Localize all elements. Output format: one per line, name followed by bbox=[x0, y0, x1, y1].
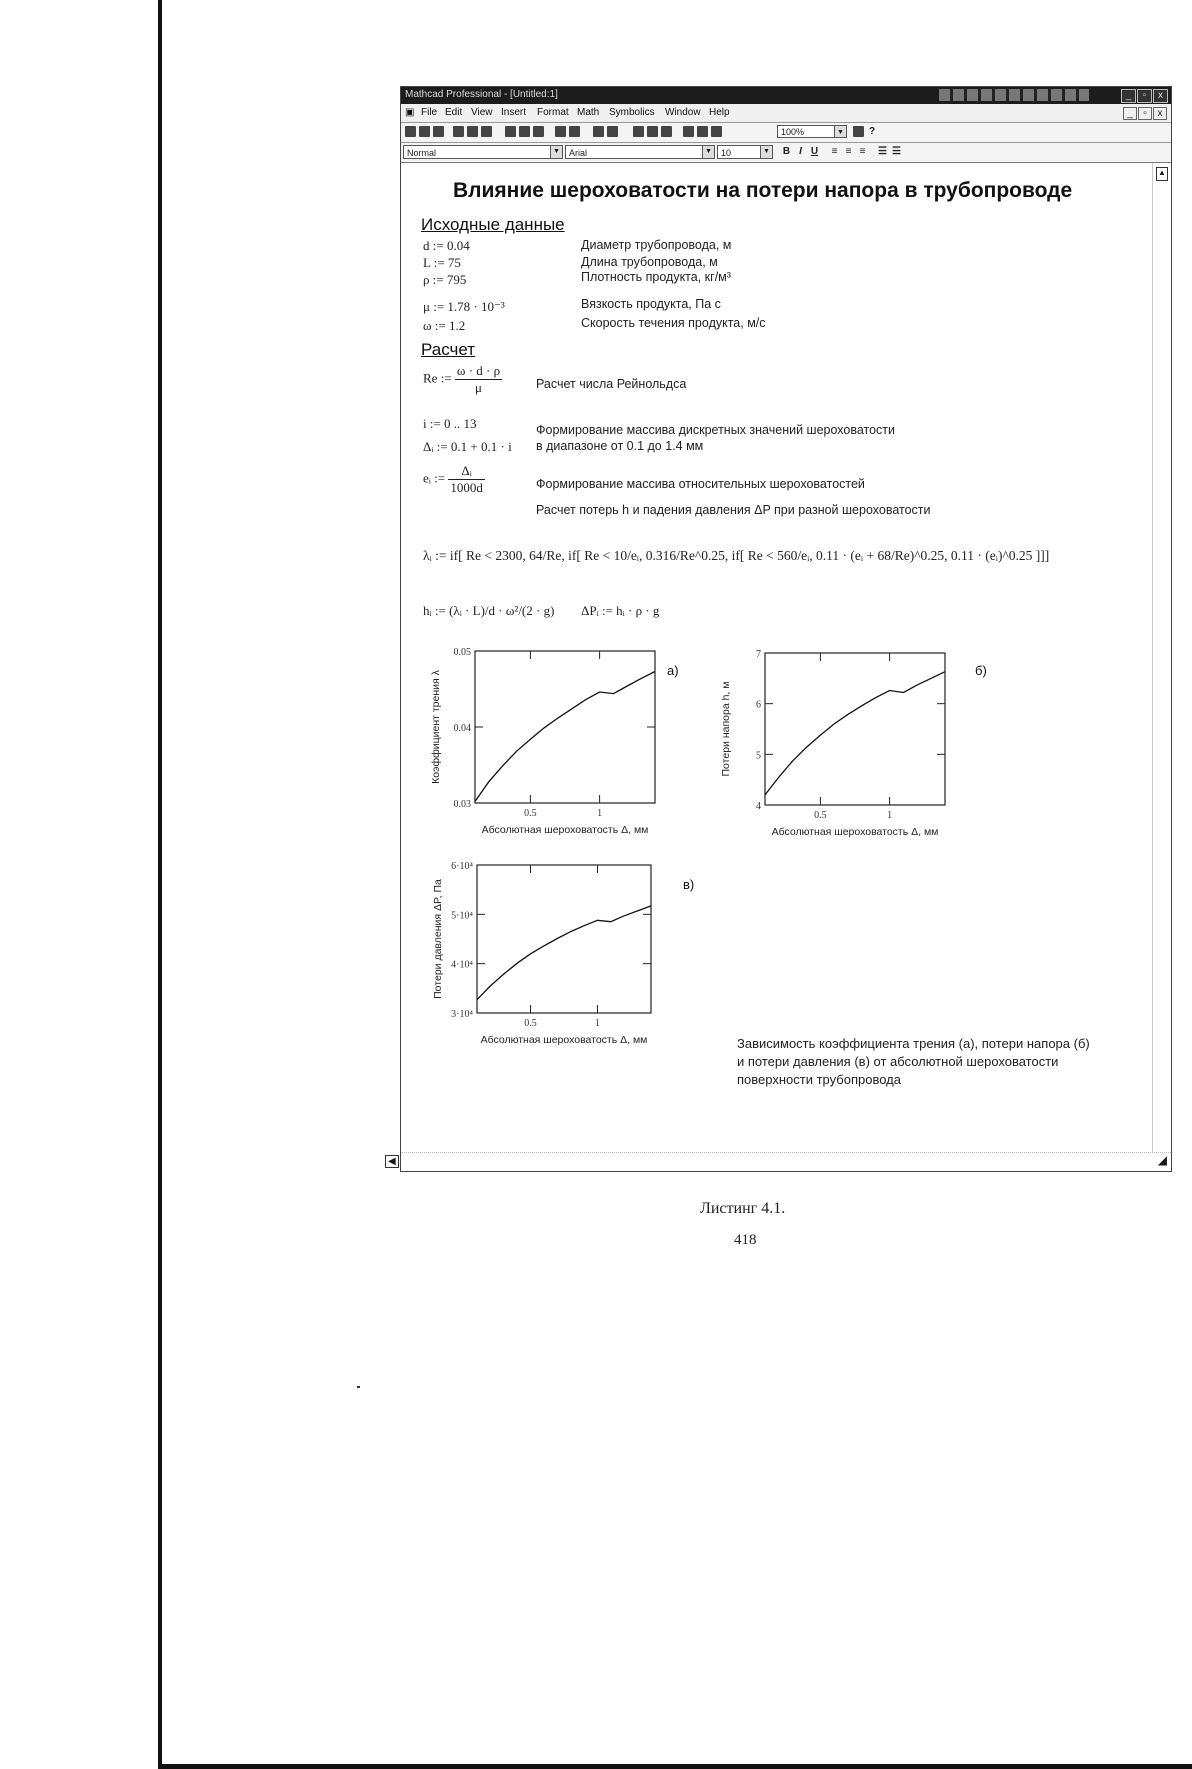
print-icon[interactable] bbox=[453, 126, 464, 137]
restore-button[interactable]: ▫ bbox=[1137, 89, 1152, 103]
menu-window[interactable]: Window bbox=[665, 107, 701, 118]
e-numerator: Δᵢ bbox=[448, 463, 485, 480]
menu-insert[interactable]: Insert bbox=[501, 107, 527, 118]
relative-roughness-desc: Формирование массива относительных шероховатостей bbox=[536, 477, 865, 491]
input-mu[interactable]: μ := 1.78 · 10⁻³ bbox=[423, 299, 505, 314]
chevron-down-icon: ▼ bbox=[760, 146, 772, 158]
x-tick-label: 1 bbox=[887, 810, 893, 821]
y-axis-label: Потери напора h, м bbox=[720, 681, 732, 777]
font-value: Arial bbox=[569, 148, 588, 158]
input-rho-desc: Плотность продукта, кг/м³ bbox=[581, 270, 731, 284]
menu-math[interactable]: Math bbox=[577, 107, 600, 118]
insert-matrix-icon[interactable] bbox=[697, 126, 708, 137]
listing-caption: Листинг 4.1. bbox=[700, 1200, 786, 1217]
plot-b-label: б) bbox=[975, 663, 987, 678]
x-axis-label: Абсолютная шероховатость Δ, мм bbox=[771, 826, 939, 838]
worksheet[interactable] bbox=[401, 163, 1151, 1153]
scan-margin-bottom bbox=[158, 1764, 1192, 1769]
open-icon[interactable] bbox=[419, 126, 430, 137]
section-calculation: Расчет bbox=[421, 340, 476, 359]
scroll-left-icon[interactable]: ◀ bbox=[385, 1155, 399, 1168]
mathcad-window bbox=[388, 86, 1172, 1172]
y-tick-label: 7 bbox=[756, 649, 761, 660]
reynolds-fraction bbox=[455, 363, 502, 396]
save-icon[interactable] bbox=[433, 126, 444, 137]
equals-icon[interactable] bbox=[661, 126, 672, 137]
title-buttons bbox=[1120, 89, 1168, 103]
figure-caption: Зависимость коэффициента трения (а), потери напора (б) и потери давления (в) от абсолютной шероховатости поверхности трубопровода bbox=[737, 1036, 1090, 1087]
y-tick-label: 5 bbox=[756, 750, 761, 762]
reynolds-numerator: ω · d · ρ bbox=[456, 363, 501, 378]
x-tick-label: 0.5 bbox=[524, 1018, 537, 1029]
x-tick-label: 0.5 bbox=[814, 810, 827, 821]
array-desc-line2: в диапазоне от 0.1 до 1.4 мм bbox=[536, 439, 704, 453]
input-omega-desc: Скорость течения продукта, м/с bbox=[581, 316, 766, 330]
loss-desc: Расчет потерь h и падения давления ΔP при разной шероховатости bbox=[536, 503, 931, 517]
size-value: 10 bbox=[721, 148, 732, 158]
x-tick-label: 1 bbox=[597, 808, 603, 819]
redo-icon[interactable] bbox=[569, 126, 580, 137]
window-title: Mathcad Professional - [Untitled:1] bbox=[405, 89, 558, 100]
y-tick-label: 0.05 bbox=[453, 647, 471, 658]
reynolds-formula[interactable] bbox=[423, 363, 502, 396]
doc-minimize-button[interactable]: _ bbox=[1123, 107, 1137, 120]
relative-roughness-formula[interactable] bbox=[423, 463, 485, 496]
plot-a-friction[interactable] bbox=[415, 643, 685, 843]
paste-icon[interactable] bbox=[533, 126, 544, 137]
series-line bbox=[475, 672, 655, 802]
plot-c-pressure-loss[interactable] bbox=[411, 857, 681, 1057]
spell-check-icon[interactable] bbox=[481, 126, 492, 137]
insert-graph-icon[interactable] bbox=[683, 126, 694, 137]
e-lhs: eᵢ := bbox=[423, 470, 446, 486]
plot-frame bbox=[765, 653, 945, 805]
bold-icon[interactable]: B bbox=[782, 146, 791, 157]
section-input-data: Исходные данные bbox=[421, 215, 565, 234]
reynolds-desc: Расчет числа Рейнольдса bbox=[536, 377, 687, 391]
y-tick-label: 6·10⁴ bbox=[451, 861, 473, 872]
insert-unit-icon[interactable] bbox=[633, 126, 644, 137]
menu-bar bbox=[401, 104, 1171, 123]
scan-margin-left bbox=[158, 0, 162, 1768]
horizontal-scrollbar[interactable] bbox=[388, 1152, 1171, 1171]
x-axis-label: Абсолютная шероховатость Δ, мм bbox=[481, 824, 649, 836]
size-select[interactable] bbox=[717, 145, 773, 159]
input-d-desc: Диаметр трубопровода, м bbox=[581, 238, 732, 252]
y-tick-label: 4·10⁴ bbox=[451, 959, 473, 971]
style-value: Normal bbox=[407, 148, 437, 158]
menu-help[interactable]: Help bbox=[709, 107, 730, 118]
new-icon[interactable] bbox=[405, 126, 416, 137]
e-denominator: 1000d bbox=[450, 480, 483, 495]
standard-toolbar bbox=[401, 123, 1171, 143]
menu-edit[interactable]: Edit bbox=[445, 107, 463, 118]
formatting-toolbar bbox=[401, 143, 1171, 163]
plot-frame bbox=[477, 865, 651, 1013]
plot-b-head-loss[interactable] bbox=[717, 643, 977, 838]
menu-file[interactable]: File bbox=[421, 107, 438, 118]
align-center-icon[interactable]: ≡ bbox=[845, 146, 852, 157]
scroll-up-icon[interactable]: ▲ bbox=[1156, 167, 1168, 181]
input-l-desc: Длина трубопровода, м bbox=[581, 255, 718, 269]
lambda-formula[interactable]: λᵢ := if[ Re < 2300, 64/Re, if[ Re < 10/eᵢ, 0.316/Re^0.25, if[ Re < 560/eᵢ, 0.11 · (eᵢ + 68/Re)^0.25, 0.11 · (eᵢ)^0.25 ]]] bbox=[423, 548, 1050, 563]
vertical-scrollbar[interactable] bbox=[1152, 163, 1171, 1153]
scan-speck bbox=[357, 1386, 360, 1388]
bullets-icon[interactable]: ☰ bbox=[878, 146, 887, 157]
y-axis-label: Потери давления ΔP, Па bbox=[432, 879, 444, 999]
doc-close-button[interactable]: x bbox=[1153, 107, 1167, 120]
x-axis-label: Абсолютная шероховатость Δ, мм bbox=[480, 1034, 648, 1046]
input-l[interactable]: L := 75 bbox=[423, 255, 461, 270]
align-icon[interactable] bbox=[593, 126, 604, 137]
input-omega[interactable]: ω := 1.2 bbox=[423, 318, 466, 333]
range-i[interactable]: i := 0 .. 13 bbox=[423, 416, 477, 431]
reynolds-lhs: Re := bbox=[423, 370, 452, 386]
series-line bbox=[477, 906, 651, 1000]
delta-definition[interactable]: Δᵢ := 0.1 + 0.1 · i bbox=[423, 439, 512, 454]
head-loss-formula[interactable]: hᵢ := (λᵢ · L)/d · ω²/(2 · g) bbox=[423, 603, 555, 618]
chevron-down-icon: ▼ bbox=[834, 126, 846, 137]
reynolds-denominator: μ bbox=[475, 380, 482, 395]
x-tick-label: 1 bbox=[594, 1018, 600, 1029]
page-number: 418 bbox=[734, 1232, 757, 1248]
undo-icon[interactable] bbox=[555, 126, 566, 137]
align-left-icon[interactable]: ≡ bbox=[831, 146, 838, 157]
numbering-icon[interactable]: ☰ bbox=[892, 146, 901, 157]
menu-format[interactable]: Format bbox=[537, 107, 569, 118]
y-tick-label: 3·10⁴ bbox=[451, 1009, 473, 1020]
minimize-button[interactable]: _ bbox=[1121, 89, 1136, 103]
worksheet-heading: Влияние шероховатости на потери напора в трубопроводе bbox=[453, 179, 1073, 202]
y-tick-label: 6 bbox=[756, 699, 761, 711]
cut-icon[interactable] bbox=[505, 126, 516, 137]
menu-view[interactable]: View bbox=[471, 107, 493, 118]
chevron-down-icon: ▼ bbox=[550, 146, 562, 158]
title-toolstrip bbox=[939, 89, 1089, 101]
plot-a-label: а) bbox=[667, 663, 679, 678]
font-select[interactable] bbox=[565, 145, 715, 159]
y-tick-label: 5·10⁴ bbox=[451, 910, 473, 922]
document-window-controls bbox=[1122, 107, 1167, 120]
chevron-down-icon: ▼ bbox=[702, 146, 714, 158]
resources-icon[interactable] bbox=[853, 126, 864, 137]
array-desc-line1: Формирование массива дискретных значений шероховатости bbox=[536, 423, 896, 437]
x-tick-label: 0.5 bbox=[524, 808, 537, 819]
copy-icon[interactable] bbox=[519, 126, 530, 137]
zoom-select[interactable] bbox=[777, 125, 847, 138]
menu-symbolics[interactable]: Symbolics bbox=[609, 107, 655, 118]
resource-icon[interactable] bbox=[711, 126, 722, 137]
pressure-loss-formula[interactable]: ΔPᵢ := hᵢ · ρ · g bbox=[581, 603, 660, 618]
e-fraction bbox=[448, 463, 485, 496]
resize-grip-icon[interactable]: ◢ bbox=[1157, 1153, 1167, 1167]
input-mu-desc: Вязкость продукта, Па с bbox=[581, 297, 721, 311]
doc-restore-button[interactable]: ▫ bbox=[1138, 107, 1152, 120]
y-tick-label: 0.03 bbox=[453, 799, 471, 810]
plot-frame bbox=[475, 651, 655, 803]
style-select[interactable] bbox=[403, 145, 563, 159]
underline-icon[interactable]: U bbox=[810, 146, 819, 157]
doc-icon[interactable]: ▣ bbox=[405, 107, 415, 118]
y-axis-label: Коэффициент трения λ bbox=[430, 670, 442, 784]
calculate-icon[interactable] bbox=[647, 126, 658, 137]
title-bar bbox=[401, 87, 1171, 104]
align-right-icon[interactable]: ≡ bbox=[859, 146, 866, 157]
close-button[interactable]: x bbox=[1153, 89, 1168, 103]
input-rho[interactable]: ρ := 795 bbox=[423, 272, 467, 287]
y-tick-label: 4 bbox=[756, 801, 761, 812]
insert-function-icon[interactable] bbox=[607, 126, 618, 137]
plot-c-label: в) bbox=[683, 877, 695, 892]
help-icon[interactable]: ? bbox=[869, 126, 876, 137]
series-line bbox=[765, 672, 945, 795]
zoom-value: 100% bbox=[781, 127, 805, 137]
y-tick-label: 0.04 bbox=[453, 723, 471, 734]
italic-icon[interactable]: I bbox=[799, 146, 802, 157]
print-preview-icon[interactable] bbox=[467, 126, 478, 137]
input-d[interactable]: d := 0.04 bbox=[423, 238, 470, 253]
